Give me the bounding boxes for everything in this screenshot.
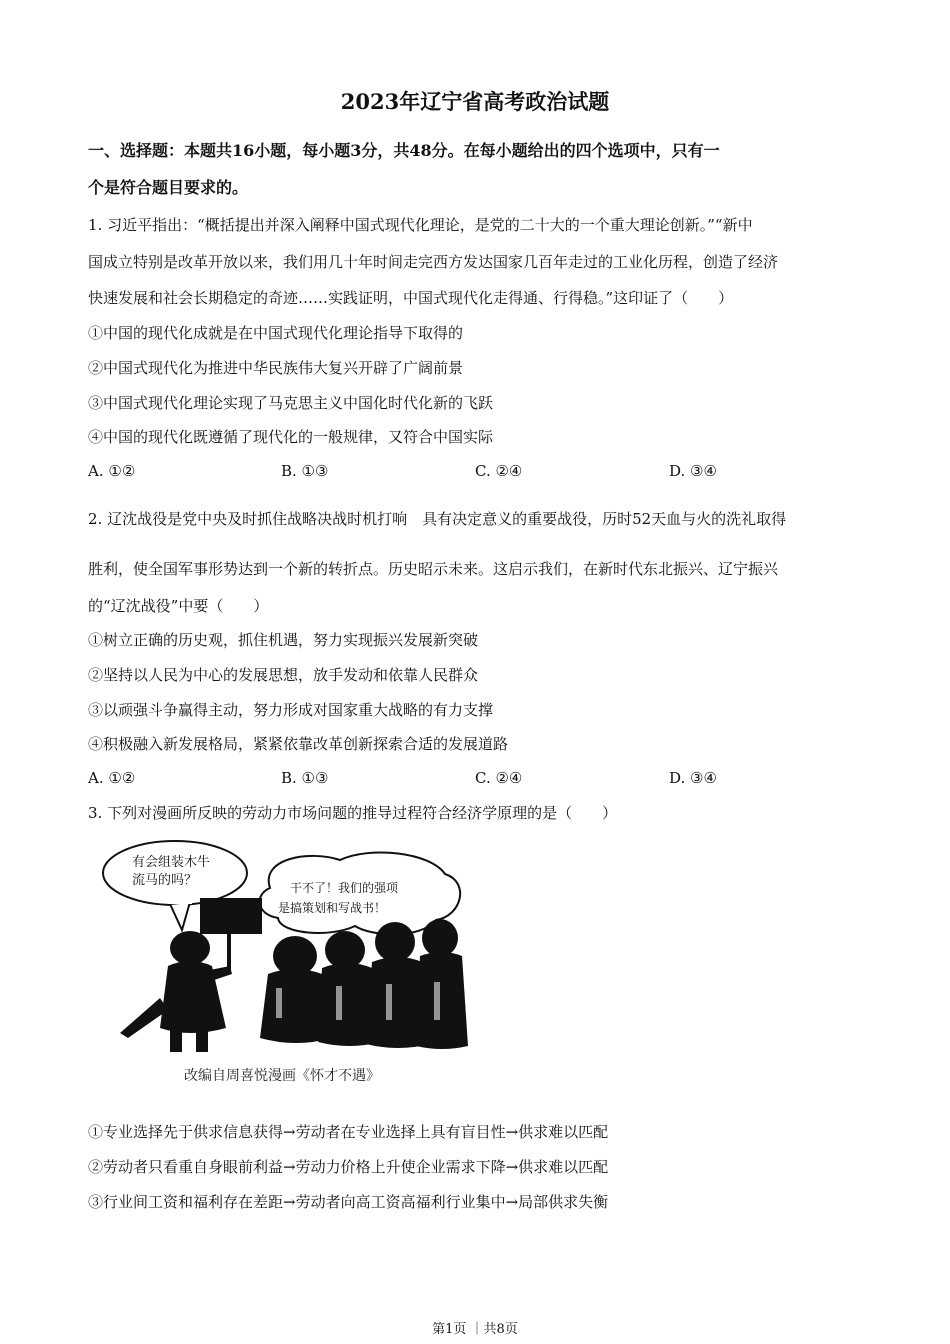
bubble-right-text-1: 干不了！我们的强项: [290, 881, 399, 895]
cartoon-illustration: [100, 838, 480, 1098]
q1-item-2: ②中国式现代化为推进中华民族伟大复兴开辟了广阔前景: [88, 359, 464, 377]
q2-option-a[interactable]: A. ①②: [88, 769, 136, 787]
q1-option-b[interactable]: B. ①③: [281, 462, 329, 480]
q1-stem-line-1: 1. 习近平指出：“概括提出并深入阐释中国式现代化理论，是党的二十大的一个重大理论创新。”“新中: [88, 216, 753, 234]
q1-option-d[interactable]: D. ③④: [669, 462, 717, 480]
speech-bubble-right: [260, 852, 461, 934]
sign-board: [200, 898, 262, 974]
q2-item-4: ④积极融入新发展格局，紧紧依靠改革创新探索合适的发展道路: [88, 735, 509, 753]
q3-item-3: ③行业间工资和福利存在差距→劳动者向高工资高福利行业集中→局部供求失衡: [88, 1193, 609, 1211]
q1-item-4: ④中国的现代化既遵循了现代化的一般规律，又符合中国实际: [88, 428, 494, 446]
q2-item-1: ①树立正确的历史观，抓住机遇，努力实现振兴发展新突破: [88, 631, 479, 649]
cartoon-caption: 改编自周喜悦漫画《怀才不遇》: [184, 1068, 380, 1084]
q3-stem: 3. 下列对漫画所反映的劳动力市场问题的推导过程符合经济学原理的是（ ）: [88, 804, 618, 822]
section-heading-line-1: 一、选择题：本题共16小题，每小题3分，共48分。在每小题给出的四个选项中，只有一: [88, 141, 720, 160]
q3-item-2: ②劳动者只看重自身眼前利益→劳动力价格上升使企业需求下降→供求难以匹配: [88, 1158, 609, 1176]
q2-stem-line-2: 胜利，使全国军事形势达到一个新的转折点。历史昭示未来。这启示我们，在新时代东北振兴、辽宁振兴: [88, 560, 779, 578]
bubble-right-text-2: 是搞策划和写战书！: [278, 901, 387, 915]
q2-stem-line-3: 的“辽沈战役”中要（ ）: [88, 597, 269, 615]
q2-item-2: ②坚持以人民为中心的发展思想，放手发动和依靠人民群众: [88, 666, 479, 684]
bubble-left-text-2: 流马的吗？: [132, 873, 198, 888]
q1-option-c[interactable]: C. ②④: [475, 462, 523, 480]
page-footer: 第1页 ｜共8页: [432, 1322, 518, 1337]
bubble-left-text-1: 有会组装木牛: [132, 855, 211, 870]
q1-stem-line-2: 国成立特别是改革开放以来，我们用几十年时间走完西方发达国家几百年走过的工业化历程，创造了经济: [88, 253, 779, 271]
q2-option-c[interactable]: C. ②④: [475, 769, 523, 787]
q2-option-b[interactable]: B. ①③: [281, 769, 329, 787]
page-title: 2023年辽宁省高考政治试题: [340, 89, 610, 114]
q2-stem-line-1: 2. 辽沈战役是党中央及时抓住战略决战时机打响 具有决定意义的重要战役，历时52天血与火的洗礼取得: [88, 510, 787, 528]
q2-option-d[interactable]: D. ③④: [669, 769, 717, 787]
q1-option-a[interactable]: A. ①②: [88, 462, 136, 480]
q1-stem-line-3: 快速发展和社会长期稳定的奇迹……实践证明，中国式现代化走得通、行得稳。”这印证了（ ）: [88, 289, 734, 307]
soldier-figure: [120, 931, 232, 1052]
q3-item-1: ①专业选择先于供求信息获得→劳动者在专业选择上具有盲目性→供求难以匹配: [88, 1123, 609, 1141]
q2-item-3: ③以顽强斗争赢得主动，努力形成对国家重大战略的有力支撑: [88, 701, 494, 719]
q1-item-1: ①中国的现代化成就是在中国式现代化理论指导下取得的: [88, 324, 464, 342]
section-heading-line-2: 个是符合题目要求的。: [88, 178, 249, 197]
q1-item-3: ③中国式现代化理论实现了马克思主义中国化时代化新的飞跃: [88, 394, 494, 412]
